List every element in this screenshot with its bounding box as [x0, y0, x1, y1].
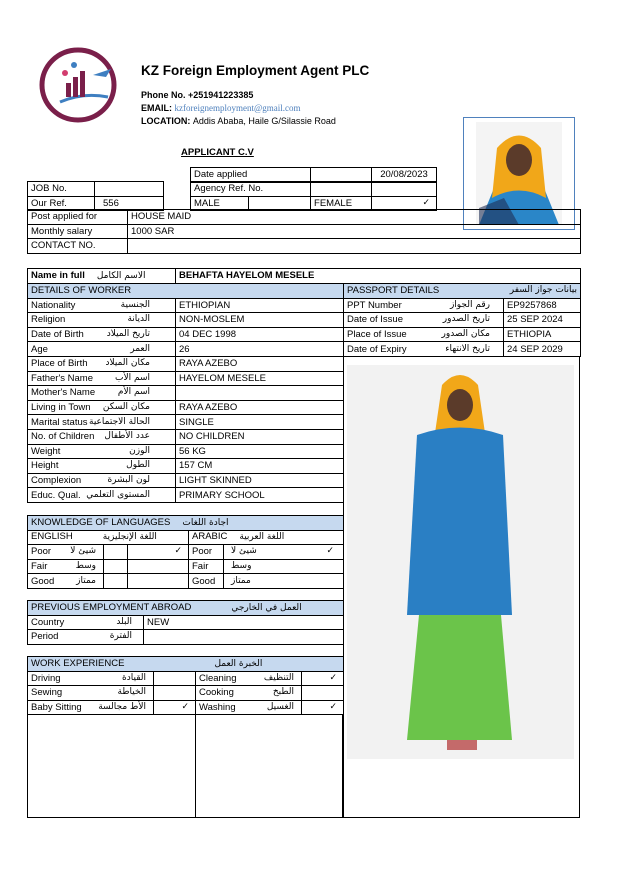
- date-applied-blank: [311, 168, 372, 183]
- details-table: [27, 283, 344, 503]
- details-row: [28, 298, 344, 313]
- languages-header: KNOWLEDGE OF LANGUAGES اجادة اللغات: [28, 516, 344, 531]
- experience-left-check[interactable]: ✓: [154, 700, 196, 715]
- experience-right-check[interactable]: ✓: [302, 700, 344, 715]
- date-applied-value[interactable]: 20/08/2023: [372, 168, 437, 183]
- passport-label: Date of Expiry تاريخ الانتهاء: [344, 342, 504, 357]
- full-body-photo-box: [343, 356, 580, 818]
- details-row: [28, 327, 344, 342]
- english-col-header: ENGLISH اللغة الإنجليزية: [28, 530, 189, 545]
- details-value[interactable]: NON-MOSLEM: [176, 313, 344, 328]
- passport-row: [344, 342, 581, 357]
- passport-label: Date of Issue تاريخ الصدور: [344, 313, 504, 328]
- job-ref-table: [27, 181, 164, 211]
- english-level-blank: [104, 574, 128, 589]
- salary-label: Monthly salary: [28, 224, 128, 239]
- english-level-label: Poor شيئ لا: [28, 545, 104, 560]
- details-row: [28, 356, 344, 371]
- contact-label: CONTACT NO.: [28, 239, 128, 254]
- passport-label: Place of Issue مكان الصدور: [344, 327, 504, 342]
- arabic-level-label: Fair: [189, 559, 224, 574]
- details-header: DETAILS OF WORKER: [28, 284, 344, 299]
- agency-gender-table: [190, 181, 437, 211]
- experience-row: [28, 700, 344, 715]
- our-ref-label: Our Ref.: [28, 196, 95, 211]
- experience-right-label: Washing الغسيل: [196, 700, 302, 715]
- experience-row: [28, 671, 344, 686]
- details-label: Place of Birth مكان الميلاد: [28, 356, 176, 371]
- details-label: Mother's Name اسم الأم: [28, 386, 176, 401]
- post-label: Post applied for: [28, 210, 128, 225]
- language-level-row: [28, 559, 344, 574]
- language-level-row: [28, 545, 344, 560]
- details-row: [28, 473, 344, 488]
- arabic-level-cell[interactable]: شيئ لا ✓: [224, 545, 344, 560]
- passport-value[interactable]: 24 SEP 2029: [504, 342, 581, 357]
- details-row: [28, 488, 344, 503]
- details-value[interactable]: RAYA AZEBO: [176, 356, 344, 371]
- employment-header: PREVIOUS EMPLOYMENT ABROAD العمل في الخارجي: [28, 601, 344, 616]
- details-row: [28, 400, 344, 415]
- experience-header: WORK EXPERIENCE الخبرة العمل: [28, 657, 344, 672]
- female-label: FEMALE: [311, 196, 372, 211]
- experience-right-label: Cleaning التنظيف: [196, 671, 302, 686]
- details-row: [28, 386, 344, 401]
- experience-left-check[interactable]: [154, 671, 196, 686]
- details-value[interactable]: [176, 386, 344, 401]
- english-level-blank: [104, 559, 128, 574]
- agency-ref-value[interactable]: [311, 182, 372, 197]
- date-applied-label: Date applied: [191, 168, 311, 183]
- kz-logo-icon: [38, 47, 122, 123]
- job-no-value[interactable]: [95, 182, 164, 197]
- details-label: Age العمر: [28, 342, 176, 357]
- passport-label: PPT Number رقم الجواز: [344, 298, 504, 313]
- details-row: [28, 459, 344, 474]
- passport-value[interactable]: ETHIOPIA: [504, 327, 581, 342]
- job-no-label: JOB No.: [28, 182, 95, 197]
- post-salary-table: [27, 209, 581, 254]
- details-value[interactable]: 56 KG: [176, 444, 344, 459]
- details-label: Marital status الحالة الاجتماعية: [28, 415, 176, 430]
- agency-ref-label: Agency Ref. No.: [191, 182, 311, 197]
- details-row: [28, 371, 344, 386]
- languages-table: [27, 515, 344, 589]
- english-level-blank: [104, 545, 128, 560]
- details-label: No. of Children عدد الأطفال: [28, 429, 176, 444]
- arabic-level-check: ✓: [326, 546, 335, 557]
- details-row: [28, 342, 344, 357]
- passport-value[interactable]: EP9257868: [504, 298, 581, 313]
- country-value[interactable]: NEW: [144, 615, 344, 630]
- details-value[interactable]: NO CHILDREN: [176, 429, 344, 444]
- english-level-label: Good ممتاز: [28, 574, 104, 589]
- arabic-level-label: Poor: [189, 545, 224, 560]
- english-level-check[interactable]: ✓: [128, 545, 189, 560]
- full-body-photo: [347, 365, 574, 759]
- arabic-level-cell[interactable]: ممتاز: [224, 574, 344, 589]
- female-check[interactable]: ✓: [372, 196, 437, 211]
- experience-left-label: Baby Sitting الأط مجالسة: [28, 700, 154, 715]
- company-email: EMAIL: kzforeignemployment@gmail.com: [141, 103, 301, 113]
- english-level-check[interactable]: [128, 574, 189, 589]
- form-title: APPLICANT C.V: [181, 147, 254, 158]
- employment-table: [27, 600, 344, 645]
- arabic-level-cell[interactable]: وسط: [224, 559, 344, 574]
- details-value[interactable]: HAYELOM MESELE: [176, 371, 344, 386]
- experience-left-check[interactable]: [154, 686, 196, 701]
- experience-right-label: Cooking الطبخ: [196, 686, 302, 701]
- details-value[interactable]: PRIMARY SCHOOL: [176, 488, 344, 503]
- experience-right-check[interactable]: ✓: [302, 671, 344, 686]
- details-label: Father's Name اسم الأب: [28, 371, 176, 386]
- contact-value[interactable]: [128, 239, 581, 254]
- details-label: Date of Birth تاريخ الميلاد: [28, 327, 176, 342]
- details-row: [28, 429, 344, 444]
- country-label: Country البلد: [28, 615, 144, 630]
- arabic-col-header: ARABIC اللغة العربية: [189, 530, 344, 545]
- english-level-label: Fair وسط: [28, 559, 104, 574]
- passport-header: PASSPORT DETAILS بيانات جواز السفر: [344, 284, 581, 299]
- agency-ref-extra: [372, 182, 437, 197]
- details-value[interactable]: RAYA AZEBO: [176, 400, 344, 415]
- passport-row: [344, 327, 581, 342]
- details-value[interactable]: ETHIOPIAN: [176, 298, 344, 313]
- experience-box: [27, 715, 343, 818]
- language-level-row: [28, 574, 344, 589]
- details-row: [28, 444, 344, 459]
- details-value[interactable]: SINGLE: [176, 415, 344, 430]
- experience-row: [28, 686, 344, 701]
- details-row: [28, 415, 344, 430]
- period-value[interactable]: [144, 630, 344, 645]
- details-label: Height الطول: [28, 459, 176, 474]
- post-value[interactable]: HOUSE MAID: [128, 210, 581, 225]
- details-label: Complexion لون البشرة: [28, 473, 176, 488]
- arabic-level-label: Good: [189, 574, 224, 589]
- details-label: Weight الوزن: [28, 444, 176, 459]
- details-label: Nationality الجنسية: [28, 298, 176, 313]
- name-value[interactable]: BEHAFTA HAYELOM MESELE: [176, 269, 581, 284]
- company-phone: Phone No. +251941223385: [141, 90, 254, 100]
- our-ref-value[interactable]: 556: [95, 196, 164, 211]
- experience-left-label: Driving القيادة: [28, 671, 154, 686]
- passport-row: [344, 313, 581, 328]
- details-value[interactable]: 26: [176, 342, 344, 357]
- details-label: Religion الديانة: [28, 313, 176, 328]
- passport-value[interactable]: 25 SEP 2024: [504, 313, 581, 328]
- details-label: Educ. Qual. المستوى التعلمي: [28, 488, 176, 503]
- details-label: Living in Town مكان السكن: [28, 400, 176, 415]
- name-table: [27, 268, 581, 284]
- passport-row: [344, 298, 581, 313]
- details-value[interactable]: 157 CM: [176, 459, 344, 474]
- details-value[interactable]: LIGHT SKINNED: [176, 473, 344, 488]
- company-location: LOCATION: Addis Ababa, Haile G/Silassie Road: [141, 116, 336, 126]
- details-row: [28, 313, 344, 328]
- period-label: Period الفترة: [28, 630, 144, 645]
- company-name: KZ Foreign Employment Agent PLC: [141, 63, 370, 78]
- salary-value[interactable]: 1000 SAR: [128, 224, 581, 239]
- experience-left-label: Sewing الخياطة: [28, 686, 154, 701]
- male-label: MALE: [191, 196, 249, 211]
- passport-table: [343, 283, 581, 357]
- experience-divider: [195, 715, 196, 818]
- name-label: Name in full الاسم الكامل: [28, 269, 176, 284]
- experience-right-check[interactable]: [302, 686, 344, 701]
- english-level-check[interactable]: [128, 559, 189, 574]
- experience-table: [27, 656, 344, 715]
- details-value[interactable]: 04 DEC 1998: [176, 327, 344, 342]
